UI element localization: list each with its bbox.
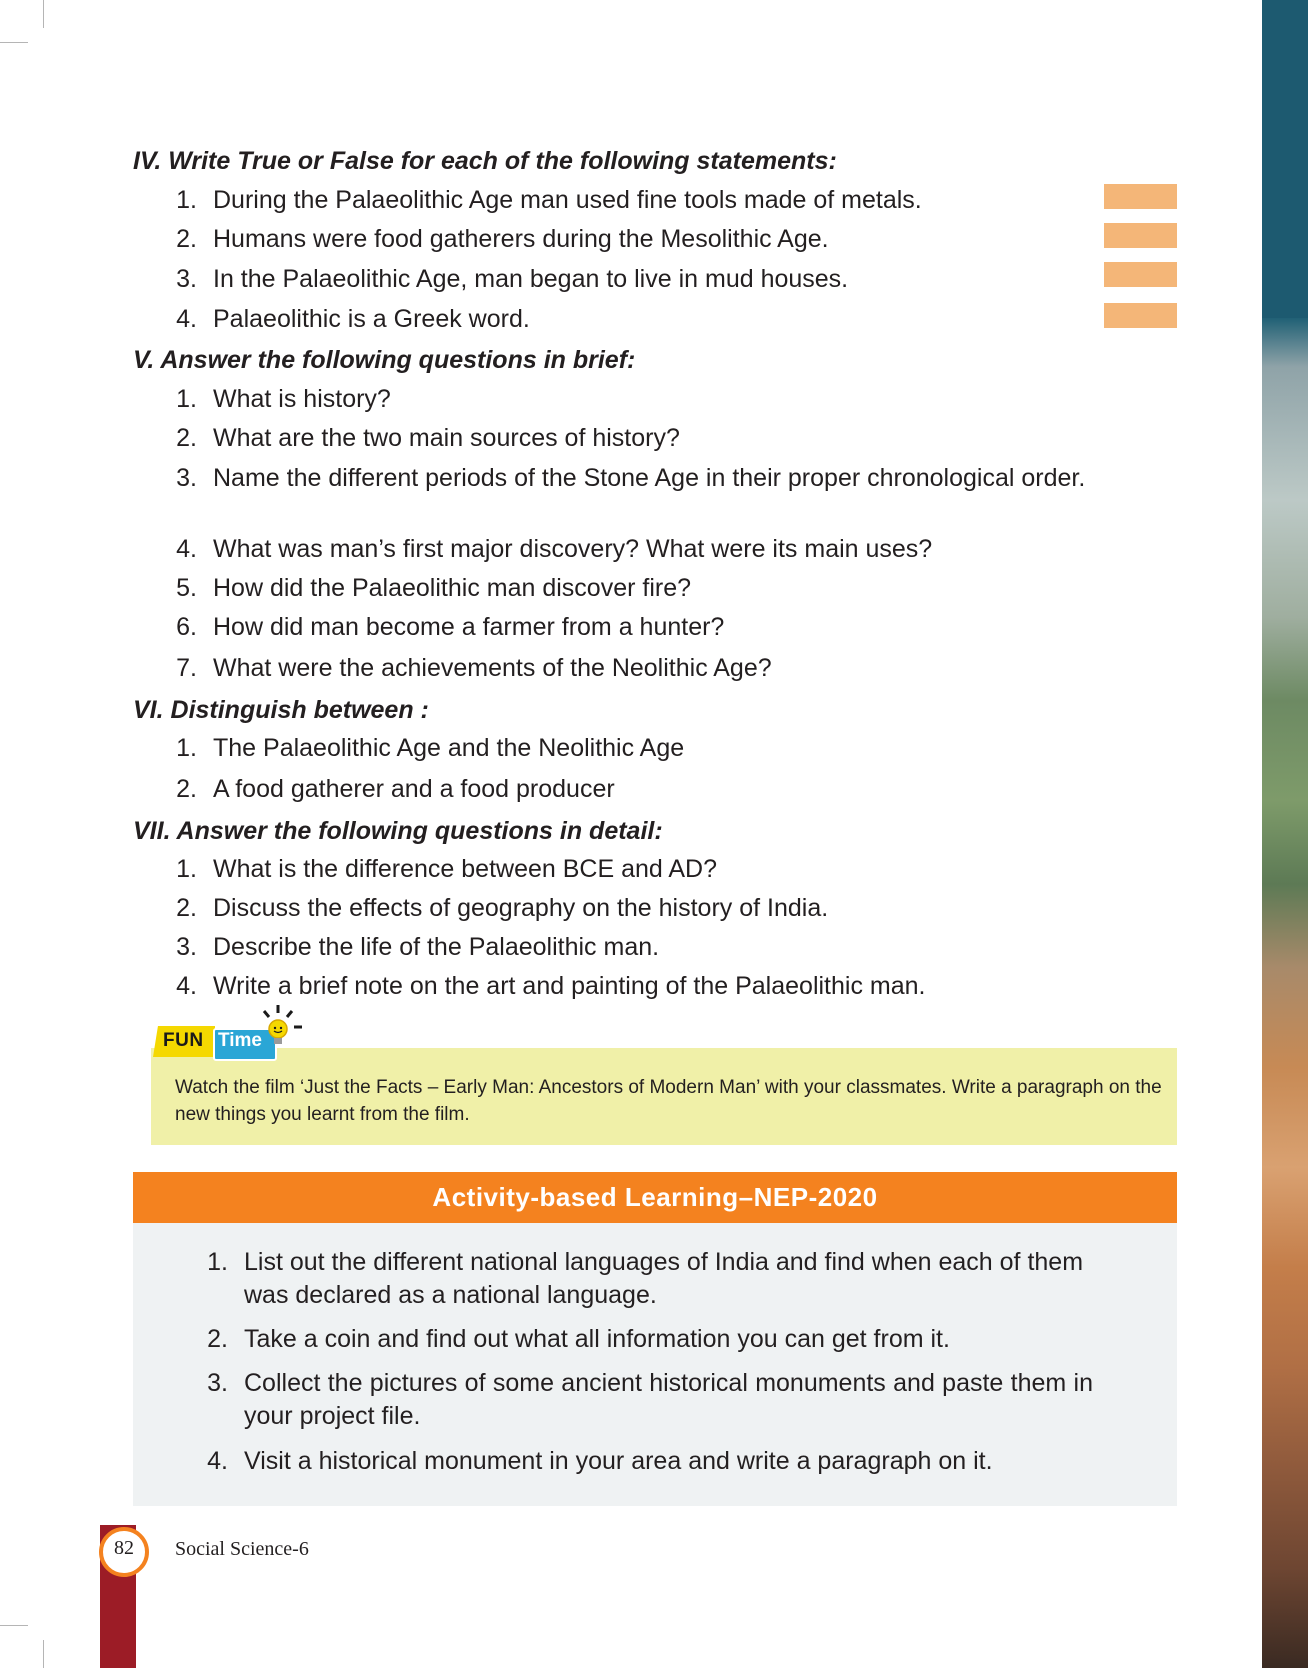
item-number: 2. xyxy=(176,424,197,452)
list-item xyxy=(167,184,1177,217)
item-text: A food gatherer and a food producer xyxy=(213,775,615,803)
item-number: 5. xyxy=(176,574,197,602)
activity-item xyxy=(198,1246,1093,1312)
item-text: In the Palaeolithic Age, man began to live in mud houses. xyxy=(213,265,849,293)
item-number: 3. xyxy=(176,933,197,961)
item-number: 4. xyxy=(176,305,197,333)
item-number: 3. xyxy=(176,265,197,293)
item-text: The Palaeolithic Age and the Neolithic Age xyxy=(213,734,685,762)
list-item xyxy=(167,223,1177,256)
item-text: What are the two main sources of history? xyxy=(213,424,680,452)
item-text: Name the different periods of the Stone Age in their proper chronological order. xyxy=(213,464,1086,492)
list-item xyxy=(167,422,1177,455)
list-item xyxy=(167,970,1177,1003)
activity-item xyxy=(198,1367,1093,1433)
item-text: Write a brief note on the art and painting of the Palaeolithic man. xyxy=(213,972,926,1000)
activity-item xyxy=(198,1323,1093,1356)
item-text: Palaeolithic is a Greek word. xyxy=(213,305,530,333)
section-v-heading: V. Answer the following questions in brief: xyxy=(133,346,636,374)
crop-mark xyxy=(43,0,44,28)
book-title: Social Science-6 xyxy=(175,1538,309,1560)
item-text: Describe the life of the Palaeolithic man. xyxy=(213,933,660,961)
section-vii-heading: VII. Answer the following questions in detail: xyxy=(133,817,663,845)
item-number: 2. xyxy=(176,225,197,253)
item-text: Discuss the effects of geography on the history of India. xyxy=(213,894,829,922)
item-number: 7. xyxy=(176,654,197,682)
item-number: 1. xyxy=(176,855,197,883)
list-item xyxy=(167,652,1177,685)
answer-box[interactable] xyxy=(1104,303,1177,328)
item-text: Collect the pictures of some ancient historical monuments and paste them in your project file. xyxy=(244,1369,1093,1430)
item-text: What is the difference between BCE and AD? xyxy=(213,855,718,883)
list-item xyxy=(167,383,1177,416)
item-text: Take a coin and find out what all information you can get from it. xyxy=(244,1325,950,1353)
item-number: 1. xyxy=(207,1248,228,1276)
item-number: 1. xyxy=(176,186,197,214)
list-item xyxy=(167,853,1177,886)
list-item xyxy=(167,773,1177,806)
activity-item xyxy=(198,1445,1093,1478)
list-item xyxy=(167,303,1177,336)
crop-mark xyxy=(43,1640,44,1668)
item-text: What was man’s first major discovery? What were its main uses? xyxy=(213,535,933,563)
list-item xyxy=(167,263,1177,296)
item-number: 4. xyxy=(176,535,197,563)
item-text: What were the achievements of the Neolithic Age? xyxy=(213,654,772,682)
fun-time-text: Watch the film ‘Just the Facts – Early Man: Ancestors of Modern Man’ with your classmates. Write a paragraph on the new things you learnt from the film. xyxy=(175,1077,1162,1125)
item-number: 6. xyxy=(176,613,197,641)
fun-label-text: FUN xyxy=(163,1030,204,1051)
activity-title: Activity-based Learning–NEP-2020 xyxy=(432,1182,878,1212)
answer-box[interactable] xyxy=(1104,184,1177,209)
item-number: 4. xyxy=(176,972,197,1000)
list-item xyxy=(167,931,1177,964)
section-vi-heading: VI. Distinguish between : xyxy=(133,696,429,724)
item-number: 3. xyxy=(207,1369,228,1397)
list-item xyxy=(167,462,1177,495)
list-item xyxy=(167,533,1177,566)
item-number: 2. xyxy=(207,1325,228,1353)
item-number: 3. xyxy=(176,464,197,492)
crop-mark xyxy=(0,42,28,43)
item-number: 2. xyxy=(176,775,197,803)
item-text: What is history? xyxy=(213,385,391,413)
item-number: 2. xyxy=(176,894,197,922)
item-text: During the Palaeolithic Age man used fine tools made of metals. xyxy=(213,186,922,214)
item-number: 1. xyxy=(176,734,197,762)
list-item xyxy=(167,892,1177,925)
item-text: Visit a historical monument in your area and write a paragraph on it. xyxy=(244,1447,993,1475)
lightbulb-icon xyxy=(258,1003,306,1053)
time-label-text: Time xyxy=(218,1030,263,1051)
crop-mark xyxy=(0,1625,28,1626)
item-number: 1. xyxy=(176,385,197,413)
item-text: Humans were food gatherers during the Mesolithic Age. xyxy=(213,225,829,253)
section-iv-heading: IV. Write True or False for each of the following statements: xyxy=(133,147,837,175)
item-text: How did man become a farmer from a hunter? xyxy=(213,613,725,641)
item-text: How did the Palaeolithic man discover fire? xyxy=(213,574,692,602)
decorative-edge-strip-top xyxy=(1262,0,1308,318)
page-number: 82 xyxy=(114,1537,134,1559)
list-item xyxy=(167,572,1177,605)
item-text: List out the different national languages of India and find when each of them was declared as a national language. xyxy=(244,1248,1084,1309)
list-item xyxy=(167,732,1177,765)
list-item xyxy=(167,611,1177,644)
item-number: 4. xyxy=(207,1447,228,1475)
answer-box[interactable] xyxy=(1104,262,1177,287)
answer-box[interactable] xyxy=(1104,223,1177,248)
